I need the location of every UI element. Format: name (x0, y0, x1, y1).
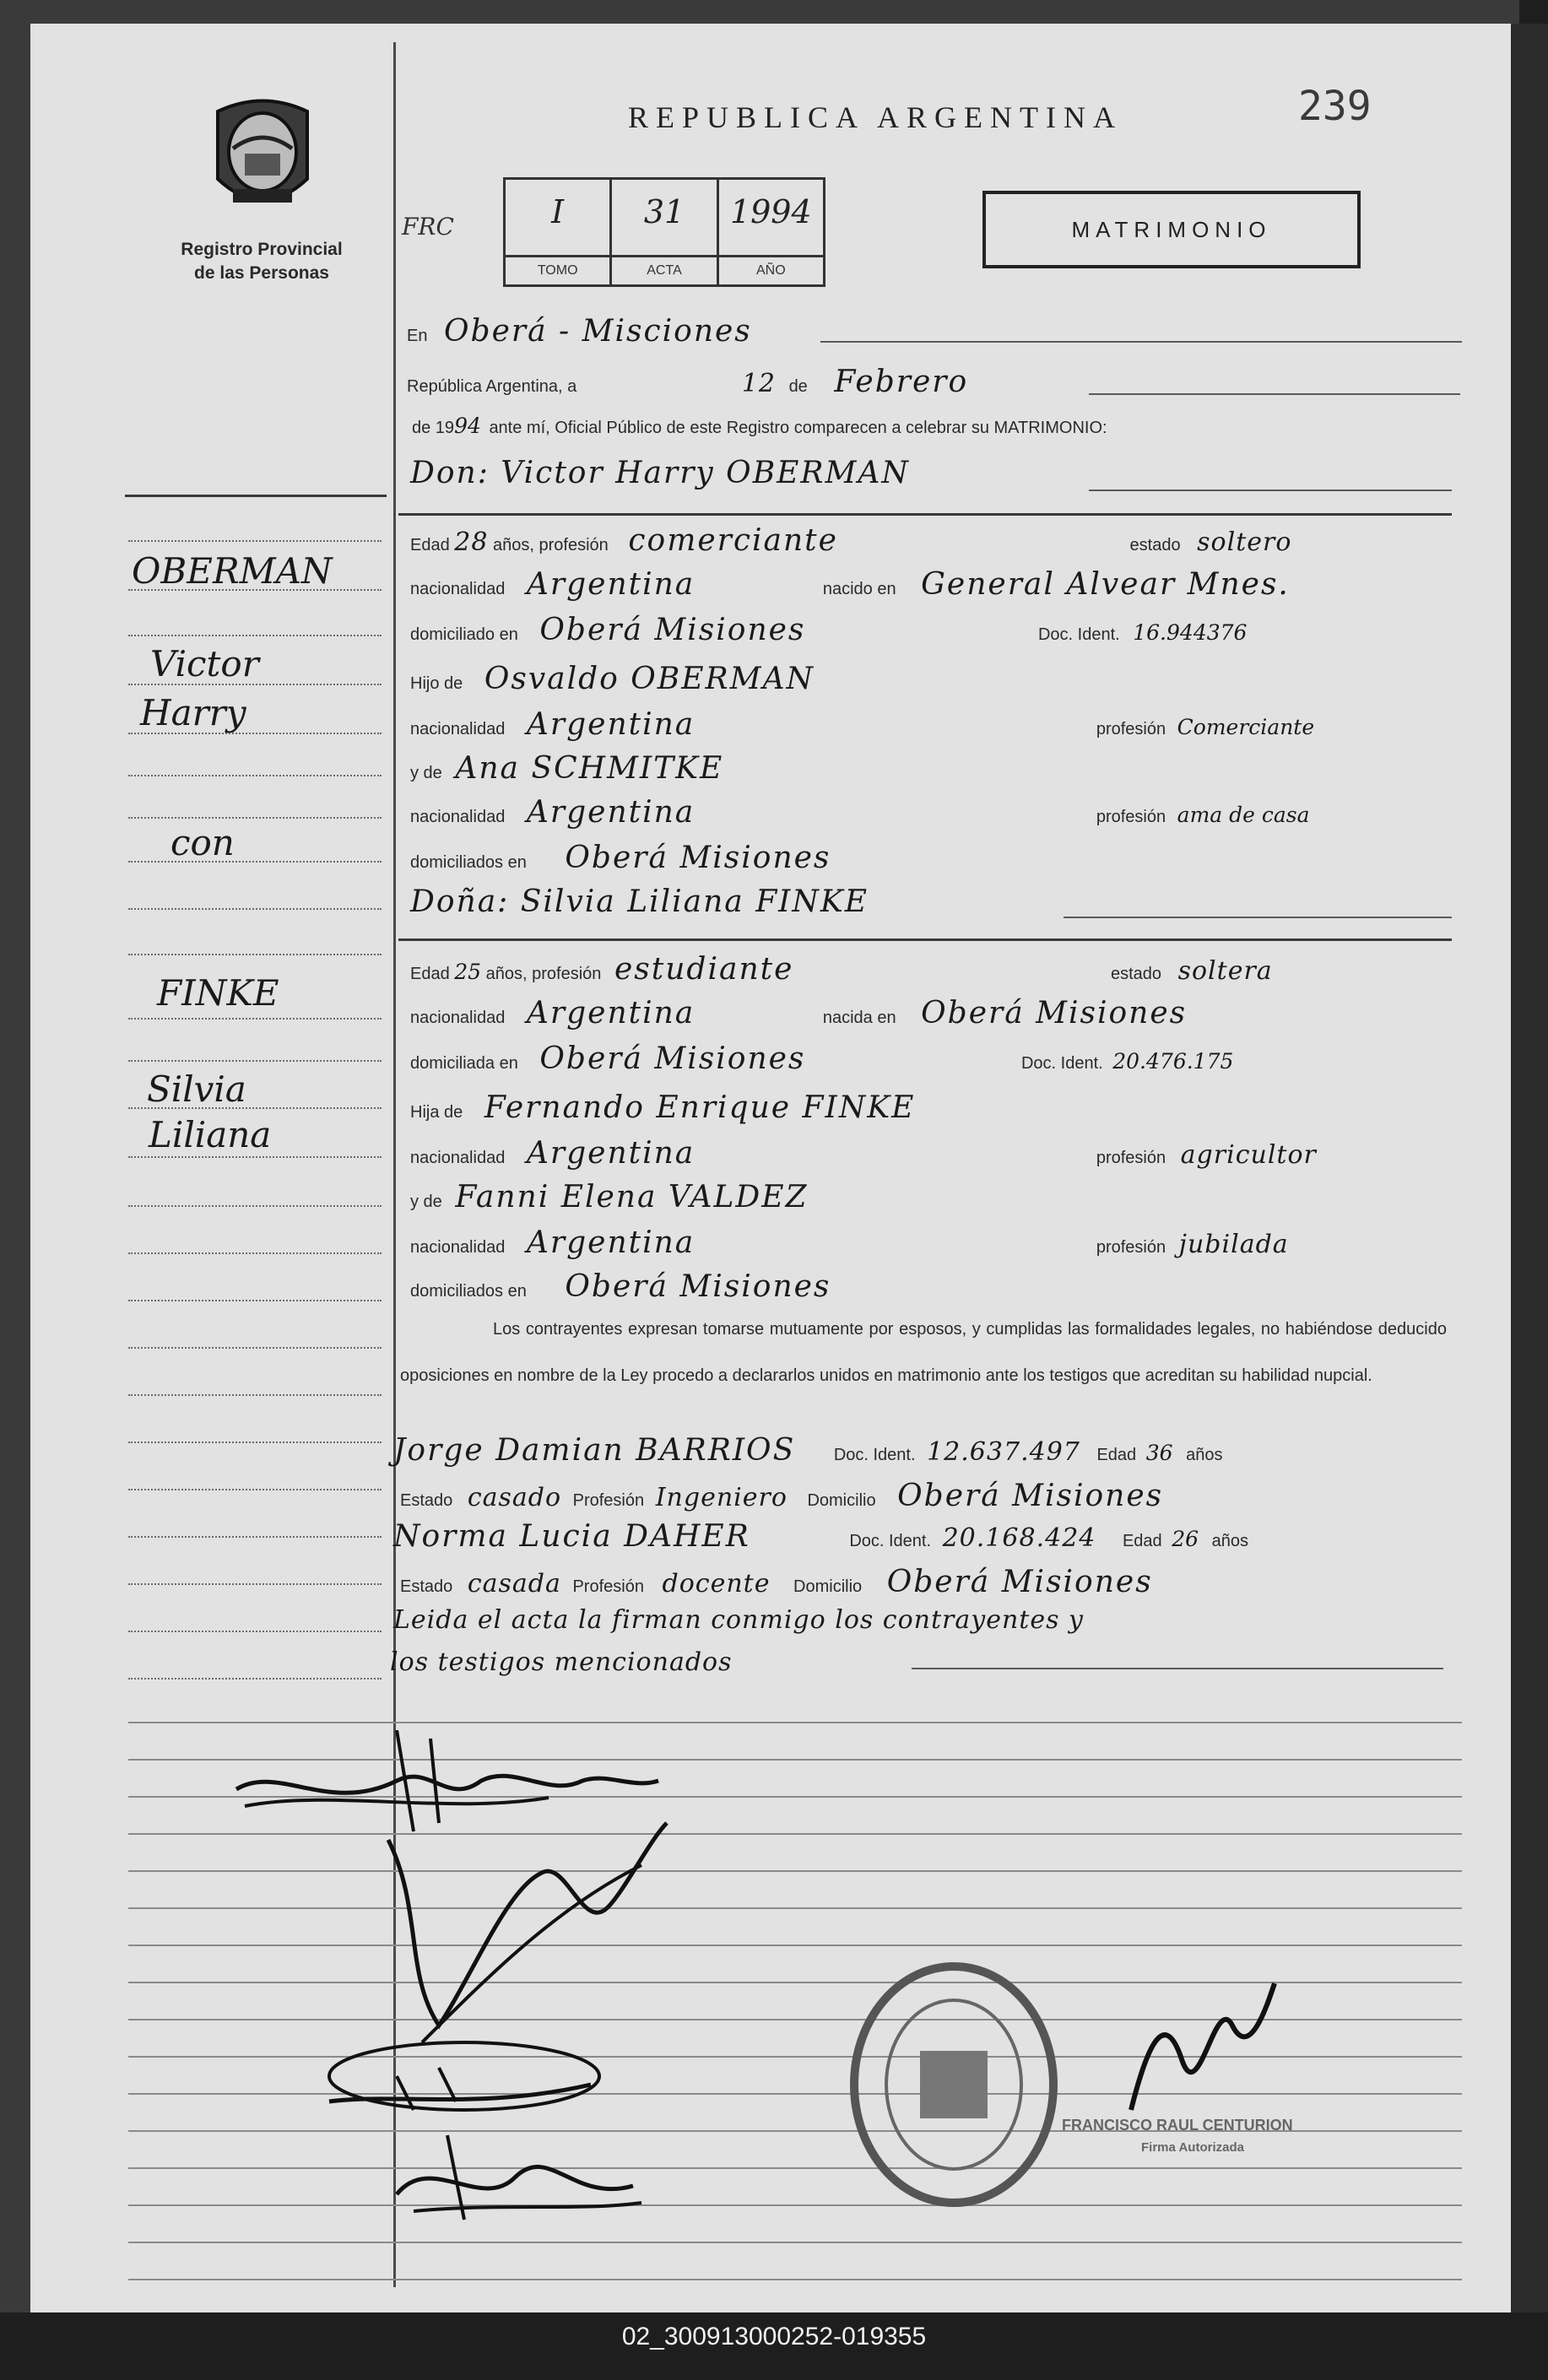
tomo-cell (506, 180, 612, 284)
acta-label: ACTA (612, 255, 716, 284)
witness1-estado: casado (467, 1483, 562, 1512)
bride-parents-domicile-line: domiciliados en Oberá Misiones (410, 1269, 831, 1304)
anio-value: 1994 (729, 193, 812, 230)
officer-title: Firma Autorizada (1141, 2140, 1244, 2155)
declaration-text: Los contrayentes expresan tomarse mutuamente por esposos, y cumplidas las formalidades legales, no habiéndose deducido oposiciones en nombre de la Ley procedo a declararlos unidos en matrimonio ante los testigos que acreditan su habilidad nupcial. (400, 1320, 1447, 1385)
groom-name-line (410, 456, 910, 490)
official-stamp-icon (844, 1958, 1064, 2211)
groom-doc: 16.944376 (1133, 620, 1248, 645)
groom-domicile: Oberá Misiones (539, 613, 806, 647)
groom-estado: soltero (1197, 527, 1292, 557)
groom-nationality-line: nacionalidad Argentina nacido en General Alvear Mnes. (410, 567, 1290, 602)
witness2-name: Norma Lucia DAHER (393, 1519, 750, 1554)
witness2-domicile: Oberá Misiones (886, 1565, 1153, 1599)
fill-line (1089, 490, 1452, 491)
margin-groom-surname: OBERMAN (132, 550, 333, 592)
anio-cell (719, 180, 823, 284)
page-number: 239 (1298, 83, 1372, 130)
registry-box (503, 177, 825, 287)
groom-parents-domicile: Oberá Misiones (565, 841, 831, 875)
tomo-value: I (551, 193, 565, 230)
closing-line-1: Leida el acta la firman conmigo los contrayentes y (393, 1605, 1084, 1635)
section-rule (398, 938, 1452, 941)
bride-doc: 20.476.175 (1112, 1049, 1234, 1074)
groom-name: Don: Victor Harry OBERMAN (410, 456, 910, 490)
closing-line-2: los testigos mencionados (390, 1647, 733, 1677)
bride-estado: soltera (1177, 956, 1273, 986)
document-footer-id: 02_300913000252-019355 (621, 2323, 927, 2350)
witness1-profession: Ingeniero (655, 1483, 788, 1512)
bride-father-nat-line: nacionalidad Argentina profesión agricultor (410, 1136, 1317, 1171)
groom-father-line: Hijo de Osvaldo OBERMAN (410, 662, 815, 696)
bride-mother: Fanni Elena VALDEZ (455, 1180, 809, 1214)
groom-father-nationality: Argentina (526, 707, 696, 742)
bride-domicile: Oberá Misiones (539, 1041, 806, 1076)
bride-name-line (410, 884, 869, 919)
bride-mother-line: y de Fanni Elena VALDEZ (410, 1180, 809, 1214)
fill-line (820, 341, 1462, 343)
fill-line (1089, 393, 1460, 395)
groom-father-profession: Comerciante (1177, 715, 1315, 739)
fill-line (912, 1668, 1443, 1669)
country-heading: REPUBLICA ARGENTINA (628, 100, 1123, 134)
acta-cell (612, 180, 718, 284)
witness1-name: Jorge Damian BARRIOS (393, 1433, 796, 1468)
groom-age: 28 (454, 527, 489, 557)
groom-mother: Ana SCHMITKE (455, 751, 724, 786)
book-spine (1511, 24, 1548, 2312)
bride-father: Fernando Enrique FINKE (484, 1090, 916, 1125)
witness2-age: 26 (1172, 1527, 1199, 1551)
witness2-detail-line: Estado casada Profesión docente Domicilio Oberá Misiones (400, 1565, 1153, 1599)
registry-seal-icon (201, 95, 324, 221)
groom-mother-line: y de Ana SCHMITKE (410, 751, 724, 786)
margin-con: con (170, 822, 235, 863)
witness1-domicile: Oberá Misiones (897, 1479, 1164, 1513)
bride-domicile-line: domiciliada en Oberá Misiones Doc. Ident. 20.476.175 (410, 1041, 1234, 1076)
groom-parents-domicile-line: domiciliados en Oberá Misiones (410, 841, 831, 875)
witness1-age: 36 (1145, 1441, 1173, 1465)
bride-nationality: Argentina (526, 996, 696, 1030)
bride-mother-nat-line: nacionalidad Argentina profesión jubilada (410, 1225, 1289, 1260)
groom-domicile-line: domiciliado en Oberá Misiones Doc. Ident. 16.944376 (410, 613, 1248, 647)
bride-name: Doña: Silvia Liliana FINKE (410, 884, 869, 919)
section-rule (398, 513, 1452, 516)
acta-value: 31 (643, 193, 685, 230)
margin-groom-given2: Harry (140, 692, 246, 733)
margin-bride-given2: Liliana (149, 1114, 272, 1155)
intro-year: 94 (454, 414, 481, 438)
bride-father-line: Hija de Fernando Enrique FINKE (410, 1090, 916, 1125)
intro-statement-line: de 1994 ante mí, Oficial Público de este Registro comparecen a celebrar su MATRIMONIO: (412, 414, 1107, 438)
witness2-profession: docente (662, 1569, 771, 1598)
witness1-name-line: Jorge Damian BARRIOS Doc. Ident. 12.637.497 Edad 36 años (393, 1433, 1223, 1468)
groom-mother-nat-line: nacionalidad Argentina profesión ama de casa (410, 795, 1310, 830)
officer-signature-icon (1114, 1975, 1283, 2127)
margin-separator (125, 495, 387, 497)
bride-parents-domicile: Oberá Misiones (565, 1269, 831, 1304)
bride-mother-profession: jubilada (1178, 1230, 1289, 1259)
witness2-name-line: Norma Lucia DAHER Doc. Ident. 20.168.424 Edad 26 años (393, 1519, 1248, 1554)
intro-month: Febrero (834, 365, 969, 399)
intro-date-line: República Argentina, a 12 de Febrero (407, 365, 969, 399)
bride-father-nationality: Argentina (526, 1136, 696, 1171)
groom-age-line: Edad 28 años, profesión comerciante estado soltero (410, 523, 1292, 558)
bride-profession: estudiante (614, 952, 794, 987)
intro-day: 12 (741, 369, 776, 398)
groom-mother-profession: ama de casa (1177, 803, 1310, 827)
bride-nationality-line: nacionalidad Argentina nacida en Oberá Misiones (410, 996, 1188, 1030)
bride-age: 25 (454, 960, 482, 984)
witness1-detail-line: Estado casado Profesión Ingeniero Domicilio Oberá Misiones (400, 1479, 1164, 1513)
witness2-signature-icon (380, 2118, 650, 2237)
margin-bride-surname: FINKE (157, 972, 279, 1014)
witness1-doc: 12.637.497 (927, 1437, 1080, 1467)
anio-label: AÑO (719, 255, 823, 284)
bride-birthplace: Oberá Misiones (921, 996, 1188, 1030)
registry-label: Registro Provincial de las Personas (181, 240, 343, 283)
witness2-doc: 20.168.424 (942, 1523, 1096, 1553)
intro-place: Oberá - Misciones (444, 314, 752, 349)
groom-profession: comerciante (628, 523, 838, 558)
margin-bride-given1: Silvia (147, 1068, 246, 1110)
witness2-estado: casada (467, 1569, 561, 1598)
groom-father: Osvaldo OBERMAN (484, 662, 815, 696)
act-type-box: MATRIMONIO (982, 191, 1361, 268)
fill-line (1064, 917, 1452, 918)
officer-name: FRANCISCO RAUL CENTURION (1062, 2117, 1293, 2134)
groom-mother-nationality: Argentina (526, 795, 696, 830)
groom-nationality: Argentina (526, 567, 696, 602)
bride-mother-nationality: Argentina (526, 1225, 696, 1260)
groom-father-nat-line: nacionalidad Argentina profesión Comerciante (410, 707, 1315, 742)
frc-code: FRC (402, 213, 454, 241)
bride-signature-icon (371, 1806, 675, 2059)
bride-age-line: Edad 25 años, profesión estudiante estado soltera (410, 952, 1273, 987)
bride-father-profession: agricultor (1180, 1140, 1317, 1170)
tomo-label: TOMO (506, 255, 609, 284)
intro-place-line: En Oberá - Misciones (407, 314, 752, 349)
margin-groom-given1: Victor (150, 643, 259, 684)
groom-birthplace: General Alvear Mnes. (921, 567, 1290, 602)
